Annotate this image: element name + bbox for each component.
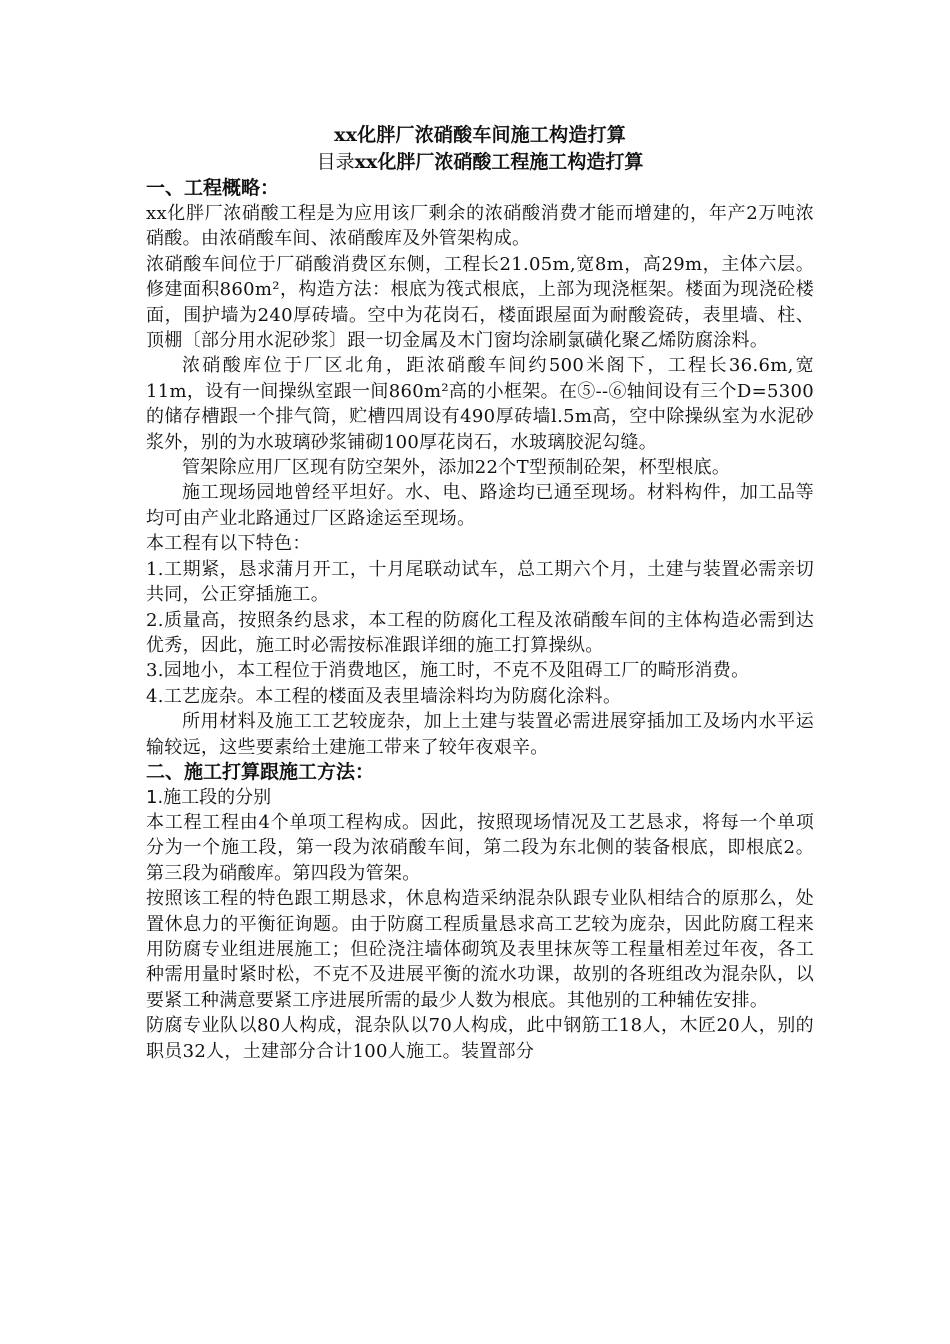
paragraph: 本工程有以下特色：	[146, 533, 311, 555]
paragraph: 本工程工程由4个单项工程构成。因此，按照现场情况及工艺恳求，将每一个单项分为一个施工段，第一段为浓硝酸车间，第二段为东北侧的装备根底，即根底2。第三段为硝酸库。第四段为管架。	[146, 811, 814, 884]
paragraph: 浓硝酸库位于厂区北角，距浓硝酸车间约500米阁下，工程长36.6m,宽11m，设有一间操纵室跟一间860m²高的小框架。在⑤--⑥轴间设有三个D=5300的储存槽跟一个排气筒，贮槽四周设有490厚砖墙l.5m高，空中除操纵室为水泥砂浆外，别的为水玻璃砂浆铺砌100厚花岗石，水玻璃胶泥勾缝。	[146, 355, 814, 453]
subtitle-main: xx化胖厂浓硝酸工程施工构造打算	[354, 151, 644, 173]
list-item: 1.工期紧，恳求蒲月开工，十月尾联动试车，总工期六个月，土建与装置必需亲切共同，公正穿插施工。	[146, 558, 814, 606]
paragraph: 所用材料及施工工艺较庞杂，加上土建与装置必需进展穿插加工及场内水平运输较远，这些要素给土建施工带来了较年夜艰辛。	[146, 711, 814, 758]
list-item: 3.园地小，本工程位于消费地区，施工时，不克不及阻碍工厂的畸形消费。	[146, 660, 750, 682]
paragraph: 管架除应用厂区现有防空架外，添加22个T型预制砼架，杯型根底。	[182, 457, 731, 479]
subtitle-prefix: 目录	[316, 151, 355, 173]
subsection-heading: 1.施工段的分别	[146, 786, 272, 808]
list-item: 4.工艺庞杂。本工程的楼面及表里墙涂料均为防腐化涂料。	[146, 685, 622, 707]
list-item: 2.质量高，按照条约恳求，本工程的防腐化工程及浓硝酸车间的主体构造必需到达优秀，因此，施工时必需按标准跟详细的施工打算操纵。	[146, 609, 814, 656]
paragraph: 施工现场园地曾经平坦好。水、电、路途均已通至现场。材料构件，加工品等均可由产业北路通过厂区路途运至现场。	[146, 482, 814, 529]
document-title: xx化胖厂浓硝酸车间施工构造打算	[334, 124, 626, 146]
paragraph: xx化胖厂浓硝酸工程是为应用该厂剩余的浓硝酸消费才能而增建的，年产2万吨浓硝酸。由浓硝酸车间、浓硝酸库及外管架构成。	[146, 203, 814, 250]
document-page	[146, 122, 814, 1064]
section-heading-plan: 二、施工打算跟施工方法：	[146, 760, 375, 783]
paragraph: 浓硝酸车间位于厂硝酸消费区东侧，工程长21.05m,宽8m，高29m，主体六层。修建面积860m²，构造方法：根底为筏式根底，上部为现浇框架。楼面为现浇砼楼面，围护墙为240厚砖墙。空中为花岗石，楼面跟屋面为耐酸瓷砖，表里墙、柱、顶棚〔部分用水泥砂浆〕跟一切金属及木门窗均涂刷氯磺化聚乙烯防腐涂料。	[146, 253, 814, 352]
paragraph: 防腐专业队以80人构成，混杂队以70人构成，此中钢筋工18人，木匠20人，别的职员32人，土建部分合计100人施工。装置部分	[146, 1015, 814, 1062]
paragraph: 按照该工程的特色跟工期恳求，休息构造采纳混杂队跟专业队相结合的原那么，处置休息力的平衡征询题。由于防腐工程质量恳求高工艺较为庞杂，因此防腐工程来用防腐专业组进展施工；但砼浇注墙体砌筑及表里抹灰等工程量相差过年夜，各工种需用量时紧时松，不克不及进展平衡的流水功课，故别的各班组改为混杂队，以要紧工种满意要紧工序进展所需的最少人数为根底。其他别的工种辅佐安排。	[146, 888, 814, 1011]
document-subtitle	[146, 149, 814, 176]
section-heading-overview: 一、工程概略：	[146, 177, 280, 199]
